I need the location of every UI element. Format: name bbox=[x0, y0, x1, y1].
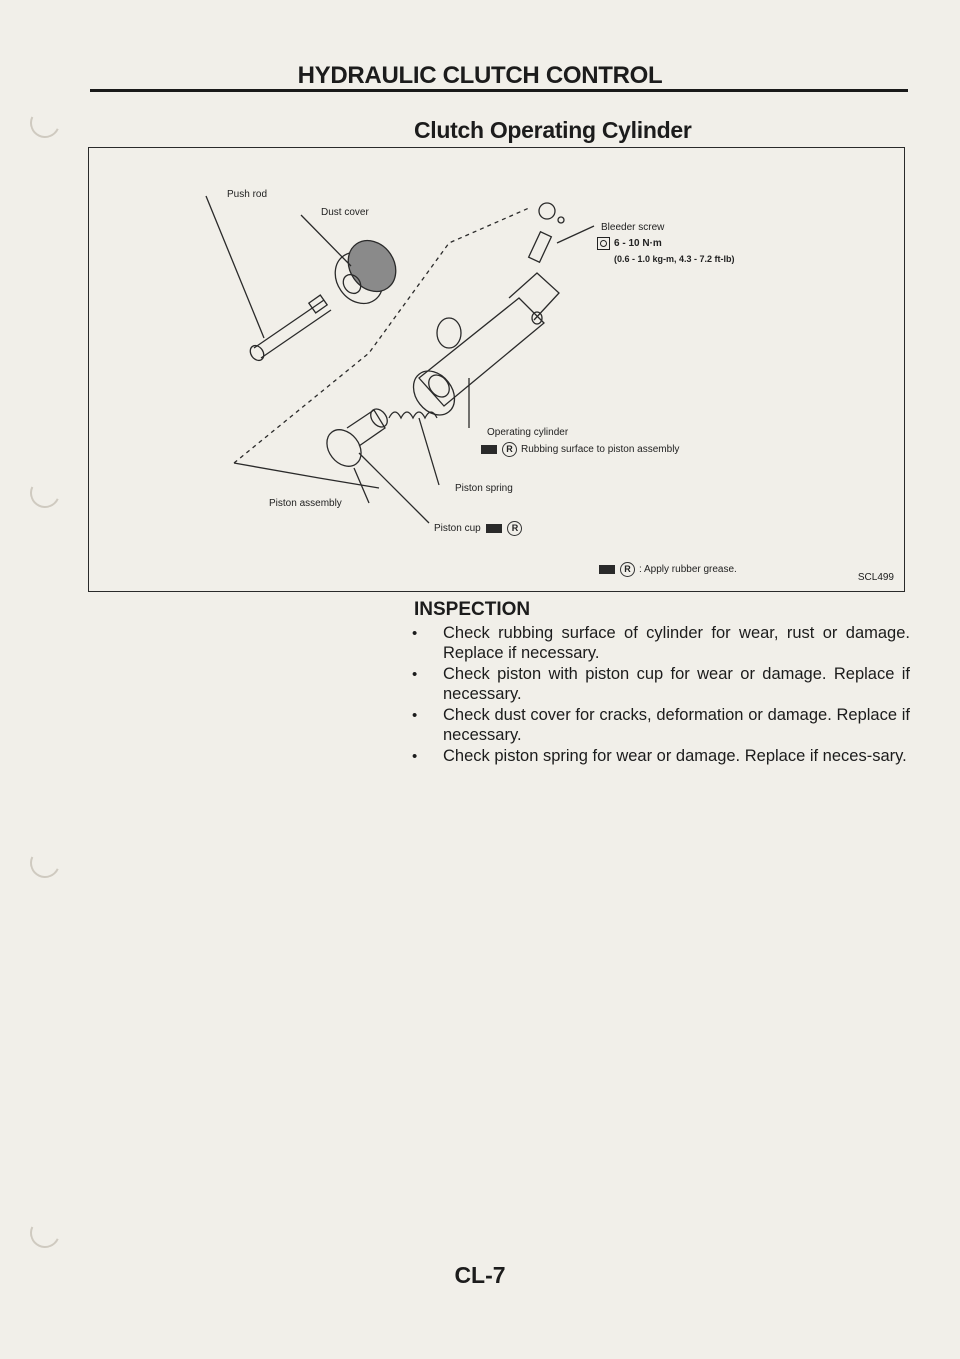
binder-hole bbox=[26, 1214, 64, 1252]
page-number: CL-7 bbox=[454, 1262, 506, 1288]
label-piston-cup: Piston cup R bbox=[434, 521, 526, 536]
grease-icon bbox=[481, 445, 497, 454]
page-title: HYDRAULIC CLUTCH CONTROL bbox=[297, 62, 663, 89]
label-bleeder-torque-alt: (0.6 - 1.0 kg-m, 4.3 - 7.2 ft-lb) bbox=[614, 254, 735, 264]
label-piston-assembly: Piston assembly bbox=[269, 498, 342, 509]
section-title: Clutch Operating Cylinder bbox=[414, 117, 692, 143]
label-dust-cover: Dust cover bbox=[321, 207, 369, 218]
rubber-grease-r-icon: R bbox=[502, 442, 517, 457]
torque-icon bbox=[597, 237, 610, 250]
rubber-grease-r-icon: R bbox=[507, 521, 522, 536]
binder-hole bbox=[26, 104, 64, 142]
header-rule bbox=[90, 89, 908, 92]
binder-hole bbox=[26, 474, 64, 512]
label-piston-spring: Piston spring bbox=[455, 483, 513, 494]
inspection-item: • Check piston with piston cup for wear or damage. Replace if necessary. bbox=[410, 665, 910, 704]
figure-code: SCL499 bbox=[857, 572, 894, 583]
inspection-list bbox=[410, 624, 910, 769]
operating-cylinder-part bbox=[405, 273, 559, 423]
label-operating-cylinder-note: R Rubbing surface to piston assembly bbox=[481, 442, 679, 457]
inspection-item: • Check piston spring for wear or damage. Replace if neces-sary. bbox=[410, 747, 910, 767]
figure-legend: R : Apply rubber grease. bbox=[599, 562, 737, 577]
inspection-heading: INSPECTION bbox=[414, 599, 531, 620]
label-bleeder-screw: Bleeder screw bbox=[601, 222, 665, 233]
dust-cover-part bbox=[325, 231, 405, 312]
piston-assembly-part bbox=[320, 406, 391, 473]
grease-icon bbox=[486, 524, 502, 533]
inspection-item: • Check rubbing surface of cylinder for wear, rust or damage. Replace if necessary. bbox=[410, 624, 910, 663]
rubber-grease-r-icon: R bbox=[620, 562, 635, 577]
grease-icon bbox=[599, 565, 615, 574]
bleeder-screw-part bbox=[529, 203, 564, 262]
inspection-item: • Check dust cover for cracks, deformation or damage. Replace if necessary. bbox=[410, 706, 910, 745]
label-bleeder-torque: 6 - 10 N·m bbox=[597, 237, 662, 250]
binder-hole bbox=[26, 844, 64, 882]
label-push-rod: Push rod bbox=[227, 189, 268, 200]
label-operating-cylinder: Operating cylinder bbox=[487, 427, 569, 438]
piston-spring-part bbox=[389, 412, 437, 418]
exploded-view-figure bbox=[88, 147, 905, 592]
